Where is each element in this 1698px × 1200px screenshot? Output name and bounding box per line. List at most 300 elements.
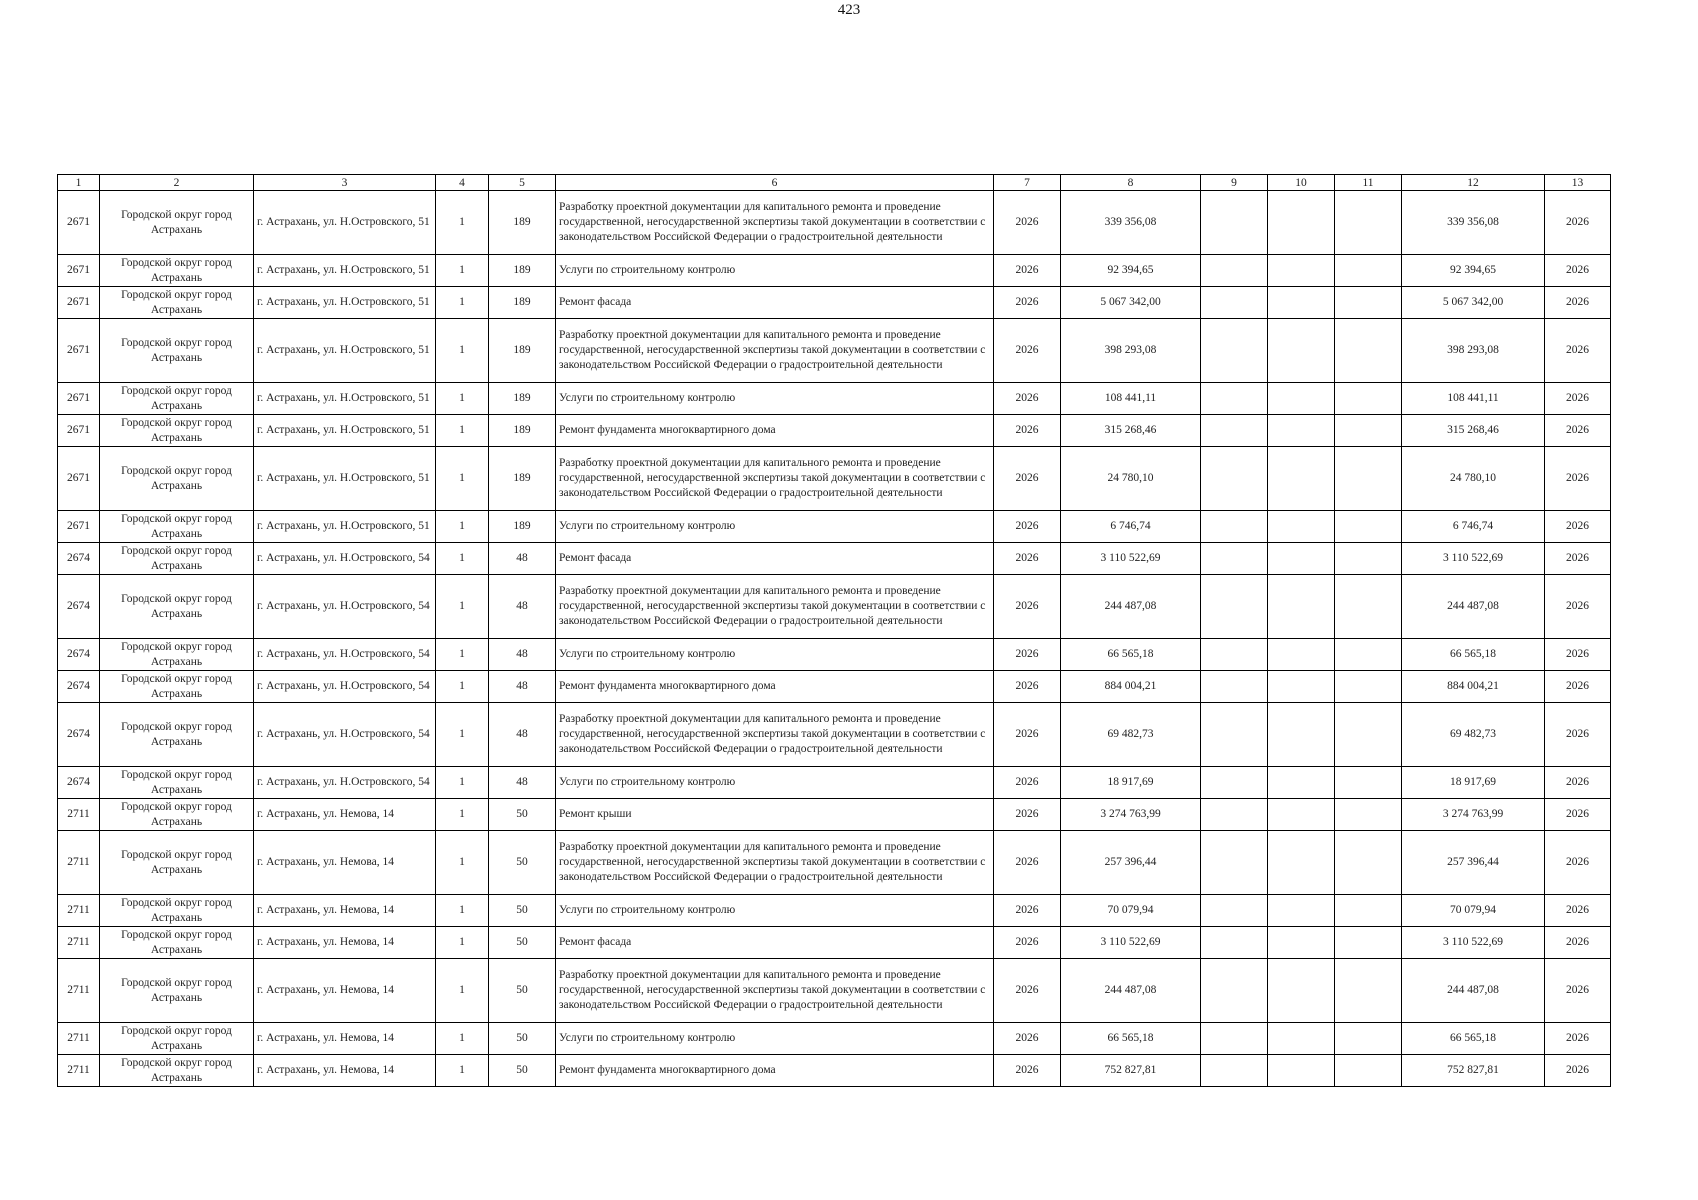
municipality-cell: Городской округ город Астрахань: [100, 255, 254, 287]
address-cell: г. Астрахань, ул. Н.Островского, 54: [254, 543, 436, 575]
address-cell: г. Астрахань, ул. Немова, 14: [254, 1055, 436, 1087]
row-number-cell: 2711: [58, 799, 100, 831]
column-header: 4: [436, 175, 489, 191]
col10-cell: [1268, 639, 1335, 671]
work-type-cell: Услуги по строительному контролю: [556, 255, 994, 287]
capital-repair-table: [57, 174, 1611, 1087]
col10-cell: [1268, 383, 1335, 415]
col5-cell: 189: [489, 255, 556, 287]
address-cell: г. Астрахань, ул. Н.Островского, 51: [254, 319, 436, 383]
col13-cell: 2026: [1545, 767, 1611, 799]
cost-cell: 92 394,65: [1061, 255, 1201, 287]
address-cell: г. Астрахань, ул. Н.Островского, 51: [254, 255, 436, 287]
year-cell: 2026: [994, 383, 1061, 415]
col11-cell: [1335, 671, 1402, 703]
col5-cell: 48: [489, 543, 556, 575]
cost-cell: 884 004,21: [1061, 671, 1201, 703]
col5-cell: 189: [489, 319, 556, 383]
address-cell: г. Астрахань, ул. Н.Островского, 51: [254, 415, 436, 447]
col9-cell: [1201, 799, 1268, 831]
address-cell: г. Астрахань, ул. Немова, 14: [254, 799, 436, 831]
table-row: [58, 639, 1611, 671]
col4-cell: 1: [436, 1055, 489, 1087]
col12-cell: 398 293,08: [1402, 319, 1545, 383]
row-number-cell: 2674: [58, 671, 100, 703]
col12-cell: 18 917,69: [1402, 767, 1545, 799]
col9-cell: [1201, 639, 1268, 671]
row-number-cell: 2671: [58, 511, 100, 543]
column-header: 6: [556, 175, 994, 191]
address-cell: г. Астрахань, ул. Немова, 14: [254, 895, 436, 927]
col9-cell: [1201, 767, 1268, 799]
col12-cell: 108 441,11: [1402, 383, 1545, 415]
work-type-cell: Ремонт фасада: [556, 543, 994, 575]
row-number-cell: 2711: [58, 1055, 100, 1087]
col13-cell: 2026: [1545, 255, 1611, 287]
municipality-cell: Городской округ город Астрахань: [100, 447, 254, 511]
col5-cell: 50: [489, 831, 556, 895]
work-type-cell: Разработку проектной документации для капитального ремонта и проведение государственной, негосударственной экспертизы такой документации в соответствии с законодательством Российской Федерации о градостроительной деятельности: [556, 703, 994, 767]
col12-cell: 244 487,08: [1402, 575, 1545, 639]
municipality-cell: Городской округ город Астрахань: [100, 671, 254, 703]
col9-cell: [1201, 255, 1268, 287]
row-number-cell: 2674: [58, 703, 100, 767]
col11-cell: [1335, 767, 1402, 799]
year-cell: 2026: [994, 703, 1061, 767]
page-number: 423: [837, 2, 861, 18]
table-row: [58, 575, 1611, 639]
col10-cell: [1268, 1023, 1335, 1055]
col10-cell: [1268, 511, 1335, 543]
table-row: [58, 927, 1611, 959]
col5-cell: 189: [489, 191, 556, 255]
col11-cell: [1335, 415, 1402, 447]
column-header: 8: [1061, 175, 1201, 191]
col4-cell: 1: [436, 319, 489, 383]
row-number-cell: 2671: [58, 447, 100, 511]
col12-cell: 3 110 522,69: [1402, 927, 1545, 959]
address-cell: г. Астрахань, ул. Н.Островского, 51: [254, 511, 436, 543]
col11-cell: [1335, 639, 1402, 671]
column-header: 3: [254, 175, 436, 191]
year-cell: 2026: [994, 191, 1061, 255]
col4-cell: 1: [436, 511, 489, 543]
col10-cell: [1268, 287, 1335, 319]
col12-cell: 257 396,44: [1402, 831, 1545, 895]
col13-cell: 2026: [1545, 895, 1611, 927]
col12-cell: 884 004,21: [1402, 671, 1545, 703]
column-header: 9: [1201, 175, 1268, 191]
col10-cell: [1268, 415, 1335, 447]
year-cell: 2026: [994, 415, 1061, 447]
address-cell: г. Астрахань, ул. Немова, 14: [254, 959, 436, 1023]
col5-cell: 50: [489, 799, 556, 831]
column-number-header-row: [58, 175, 1611, 191]
col12-cell: 92 394,65: [1402, 255, 1545, 287]
cost-cell: 70 079,94: [1061, 895, 1201, 927]
col4-cell: 1: [436, 895, 489, 927]
col13-cell: 2026: [1545, 575, 1611, 639]
row-number-cell: 2674: [58, 639, 100, 671]
col12-cell: 752 827,81: [1402, 1055, 1545, 1087]
address-cell: г. Астрахань, ул. Н.Островского, 51: [254, 191, 436, 255]
work-type-cell: Услуги по строительному контролю: [556, 895, 994, 927]
col5-cell: 50: [489, 895, 556, 927]
work-type-cell: Разработку проектной документации для капитального ремонта и проведение государственной, негосударственной экспертизы такой документации в соответствии с законодательством Российской Федерации о градостроительной деятельности: [556, 319, 994, 383]
col10-cell: [1268, 895, 1335, 927]
row-number-cell: 2674: [58, 575, 100, 639]
table-body: [58, 191, 1611, 1087]
row-number-cell: 2674: [58, 543, 100, 575]
cost-cell: 66 565,18: [1061, 1023, 1201, 1055]
col10-cell: [1268, 671, 1335, 703]
work-type-cell: Услуги по строительному контролю: [556, 511, 994, 543]
col10-cell: [1268, 319, 1335, 383]
table-row: [58, 959, 1611, 1023]
col10-cell: [1268, 831, 1335, 895]
col13-cell: 2026: [1545, 191, 1611, 255]
row-number-cell: 2711: [58, 1023, 100, 1055]
col9-cell: [1201, 575, 1268, 639]
table-row: [58, 831, 1611, 895]
column-header: 12: [1402, 175, 1545, 191]
year-cell: 2026: [994, 831, 1061, 895]
column-header: 2: [100, 175, 254, 191]
col13-cell: 2026: [1545, 1055, 1611, 1087]
work-type-cell: Ремонт фасада: [556, 287, 994, 319]
col10-cell: [1268, 543, 1335, 575]
row-number-cell: 2711: [58, 895, 100, 927]
col13-cell: 2026: [1545, 1023, 1611, 1055]
year-cell: 2026: [994, 1023, 1061, 1055]
column-header: 10: [1268, 175, 1335, 191]
table-row: [58, 895, 1611, 927]
municipality-cell: Городской округ город Астрахань: [100, 415, 254, 447]
row-number-cell: 2671: [58, 383, 100, 415]
col11-cell: [1335, 447, 1402, 511]
col10-cell: [1268, 1055, 1335, 1087]
work-type-cell: Ремонт фасада: [556, 927, 994, 959]
work-type-cell: Услуги по строительному контролю: [556, 639, 994, 671]
col5-cell: 189: [489, 447, 556, 511]
col10-cell: [1268, 703, 1335, 767]
year-cell: 2026: [994, 895, 1061, 927]
table-row: [58, 671, 1611, 703]
year-cell: 2026: [994, 287, 1061, 319]
cost-cell: 66 565,18: [1061, 639, 1201, 671]
col12-cell: 3 110 522,69: [1402, 543, 1545, 575]
col5-cell: 48: [489, 671, 556, 703]
col4-cell: 1: [436, 831, 489, 895]
work-type-cell: Разработку проектной документации для капитального ремонта и проведение государственной, негосударственной экспертизы такой документации в соответствии с законодательством Российской Федерации о градостроительной деятельности: [556, 447, 994, 511]
table-row: [58, 447, 1611, 511]
col9-cell: [1201, 671, 1268, 703]
address-cell: г. Астрахань, ул. Н.Островского, 54: [254, 671, 436, 703]
col12-cell: 70 079,94: [1402, 895, 1545, 927]
year-cell: 2026: [994, 799, 1061, 831]
year-cell: 2026: [994, 927, 1061, 959]
work-type-cell: Услуги по строительному контролю: [556, 767, 994, 799]
col4-cell: 1: [436, 383, 489, 415]
col9-cell: [1201, 287, 1268, 319]
col9-cell: [1201, 415, 1268, 447]
col11-cell: [1335, 543, 1402, 575]
cost-cell: 257 396,44: [1061, 831, 1201, 895]
col4-cell: 1: [436, 287, 489, 319]
address-cell: г. Астрахань, ул. Н.Островского, 54: [254, 575, 436, 639]
col11-cell: [1335, 255, 1402, 287]
col5-cell: 50: [489, 1023, 556, 1055]
work-type-cell: Ремонт фундамента многоквартирного дома: [556, 1055, 994, 1087]
col4-cell: 1: [436, 639, 489, 671]
cost-cell: 3 274 763,99: [1061, 799, 1201, 831]
row-number-cell: 2671: [58, 287, 100, 319]
col12-cell: 3 274 763,99: [1402, 799, 1545, 831]
work-type-cell: Ремонт фундамента многоквартирного дома: [556, 415, 994, 447]
col13-cell: 2026: [1545, 703, 1611, 767]
column-header: 13: [1545, 175, 1611, 191]
year-cell: 2026: [994, 575, 1061, 639]
col10-cell: [1268, 447, 1335, 511]
col11-cell: [1335, 319, 1402, 383]
row-number-cell: 2671: [58, 191, 100, 255]
address-cell: г. Астрахань, ул. Н.Островского, 51: [254, 447, 436, 511]
row-number-cell: 2671: [58, 255, 100, 287]
municipality-cell: Городской округ город Астрахань: [100, 1055, 254, 1087]
col12-cell: 5 067 342,00: [1402, 287, 1545, 319]
col11-cell: [1335, 511, 1402, 543]
municipality-cell: Городской округ город Астрахань: [100, 767, 254, 799]
col5-cell: 189: [489, 383, 556, 415]
col9-cell: [1201, 383, 1268, 415]
work-type-cell: Ремонт крыши: [556, 799, 994, 831]
col11-cell: [1335, 575, 1402, 639]
col4-cell: 1: [436, 575, 489, 639]
col11-cell: [1335, 799, 1402, 831]
col9-cell: [1201, 543, 1268, 575]
year-cell: 2026: [994, 671, 1061, 703]
cost-cell: 108 441,11: [1061, 383, 1201, 415]
col10-cell: [1268, 959, 1335, 1023]
municipality-cell: Городской округ город Астрахань: [100, 319, 254, 383]
cost-cell: 339 356,08: [1061, 191, 1201, 255]
col5-cell: 50: [489, 927, 556, 959]
col5-cell: 48: [489, 575, 556, 639]
col13-cell: 2026: [1545, 511, 1611, 543]
col4-cell: 1: [436, 703, 489, 767]
col12-cell: 66 565,18: [1402, 639, 1545, 671]
col4-cell: 1: [436, 799, 489, 831]
cost-cell: 3 110 522,69: [1061, 543, 1201, 575]
col10-cell: [1268, 799, 1335, 831]
address-cell: г. Астрахань, ул. Немова, 14: [254, 831, 436, 895]
col13-cell: 2026: [1545, 415, 1611, 447]
col13-cell: 2026: [1545, 671, 1611, 703]
col4-cell: 1: [436, 255, 489, 287]
col13-cell: 2026: [1545, 959, 1611, 1023]
col11-cell: [1335, 927, 1402, 959]
address-cell: г. Астрахань, ул. Н.Островского, 54: [254, 767, 436, 799]
col11-cell: [1335, 383, 1402, 415]
table-row: [58, 319, 1611, 383]
cost-cell: 752 827,81: [1061, 1055, 1201, 1087]
col9-cell: [1201, 191, 1268, 255]
col11-cell: [1335, 895, 1402, 927]
year-cell: 2026: [994, 255, 1061, 287]
col11-cell: [1335, 287, 1402, 319]
work-type-cell: Ремонт фундамента многоквартирного дома: [556, 671, 994, 703]
col13-cell: 2026: [1545, 543, 1611, 575]
year-cell: 2026: [994, 543, 1061, 575]
year-cell: 2026: [994, 1055, 1061, 1087]
col12-cell: 6 746,74: [1402, 511, 1545, 543]
col5-cell: 189: [489, 415, 556, 447]
table-row: [58, 255, 1611, 287]
cost-cell: 6 746,74: [1061, 511, 1201, 543]
col9-cell: [1201, 319, 1268, 383]
col13-cell: 2026: [1545, 831, 1611, 895]
col9-cell: [1201, 703, 1268, 767]
year-cell: 2026: [994, 319, 1061, 383]
municipality-cell: Городской округ город Астрахань: [100, 799, 254, 831]
col5-cell: 50: [489, 1055, 556, 1087]
col12-cell: 69 482,73: [1402, 703, 1545, 767]
work-type-cell: Разработку проектной документации для капитального ремонта и проведение государственной, негосударственной экспертизы такой документации в соответствии с законодательством Российской Федерации о градостроительной деятельности: [556, 959, 994, 1023]
municipality-cell: Городской округ город Астрахань: [100, 959, 254, 1023]
col11-cell: [1335, 959, 1402, 1023]
municipality-cell: Городской округ город Астрахань: [100, 703, 254, 767]
col13-cell: 2026: [1545, 927, 1611, 959]
col13-cell: 2026: [1545, 383, 1611, 415]
col13-cell: 2026: [1545, 799, 1611, 831]
table-row: [58, 383, 1611, 415]
municipality-cell: Городской округ город Астрахань: [100, 895, 254, 927]
column-header: 5: [489, 175, 556, 191]
municipality-cell: Городской округ город Астрахань: [100, 383, 254, 415]
col10-cell: [1268, 191, 1335, 255]
col11-cell: [1335, 1055, 1402, 1087]
col13-cell: 2026: [1545, 639, 1611, 671]
address-cell: г. Астрахань, ул. Немова, 14: [254, 1023, 436, 1055]
col12-cell: 244 487,08: [1402, 959, 1545, 1023]
col9-cell: [1201, 1055, 1268, 1087]
year-cell: 2026: [994, 959, 1061, 1023]
cost-cell: 398 293,08: [1061, 319, 1201, 383]
col9-cell: [1201, 895, 1268, 927]
row-number-cell: 2671: [58, 319, 100, 383]
col9-cell: [1201, 511, 1268, 543]
col10-cell: [1268, 255, 1335, 287]
address-cell: г. Астрахань, ул. Н.Островского, 51: [254, 287, 436, 319]
col5-cell: 48: [489, 639, 556, 671]
municipality-cell: Городской округ город Астрахань: [100, 191, 254, 255]
col10-cell: [1268, 767, 1335, 799]
year-cell: 2026: [994, 767, 1061, 799]
col12-cell: 24 780,10: [1402, 447, 1545, 511]
col4-cell: 1: [436, 959, 489, 1023]
cost-cell: 3 110 522,69: [1061, 927, 1201, 959]
col5-cell: 50: [489, 959, 556, 1023]
col12-cell: 315 268,46: [1402, 415, 1545, 447]
work-type-cell: Разработку проектной документации для капитального ремонта и проведение государственной, негосударственной экспертизы такой документации в соответствии с законодательством Российской Федерации о градостроительной деятельности: [556, 191, 994, 255]
municipality-cell: Городской округ город Астрахань: [100, 1023, 254, 1055]
col9-cell: [1201, 1023, 1268, 1055]
municipality-cell: Городской округ город Астрахань: [100, 831, 254, 895]
table-row: [58, 287, 1611, 319]
column-header: 1: [58, 175, 100, 191]
col4-cell: 1: [436, 191, 489, 255]
col5-cell: 48: [489, 703, 556, 767]
col13-cell: 2026: [1545, 447, 1611, 511]
column-header: 7: [994, 175, 1061, 191]
table-row: [58, 543, 1611, 575]
col9-cell: [1201, 959, 1268, 1023]
municipality-cell: Городской округ город Астрахань: [100, 575, 254, 639]
col9-cell: [1201, 447, 1268, 511]
col11-cell: [1335, 191, 1402, 255]
cost-cell: 244 487,08: [1061, 575, 1201, 639]
year-cell: 2026: [994, 511, 1061, 543]
col5-cell: 189: [489, 287, 556, 319]
municipality-cell: Городской округ город Астрахань: [100, 543, 254, 575]
row-number-cell: 2711: [58, 927, 100, 959]
table-row: [58, 799, 1611, 831]
cost-cell: 315 268,46: [1061, 415, 1201, 447]
table-row: [58, 767, 1611, 799]
col4-cell: 1: [436, 415, 489, 447]
address-cell: г. Астрахань, ул. Н.Островского, 51: [254, 383, 436, 415]
address-cell: г. Астрахань, ул. Немова, 14: [254, 927, 436, 959]
work-type-cell: Услуги по строительному контролю: [556, 383, 994, 415]
col4-cell: 1: [436, 927, 489, 959]
col12-cell: 339 356,08: [1402, 191, 1545, 255]
col4-cell: 1: [436, 671, 489, 703]
table-row: [58, 511, 1611, 543]
col11-cell: [1335, 831, 1402, 895]
col10-cell: [1268, 575, 1335, 639]
col9-cell: [1201, 831, 1268, 895]
row-number-cell: 2711: [58, 959, 100, 1023]
table-row: [58, 191, 1611, 255]
col10-cell: [1268, 927, 1335, 959]
row-number-cell: 2674: [58, 767, 100, 799]
col9-cell: [1201, 927, 1268, 959]
col11-cell: [1335, 703, 1402, 767]
work-type-cell: Разработку проектной документации для капитального ремонта и проведение государственной, негосударственной экспертизы такой документации в соответствии с законодательством Российской Федерации о градостроительной деятельности: [556, 831, 994, 895]
work-type-cell: Услуги по строительному контролю: [556, 1023, 994, 1055]
cost-cell: 18 917,69: [1061, 767, 1201, 799]
work-type-cell: Разработку проектной документации для капитального ремонта и проведение государственной, негосударственной экспертизы такой документации в соответствии с законодательством Российской Федерации о градостроительной деятельности: [556, 575, 994, 639]
col13-cell: 2026: [1545, 287, 1611, 319]
cost-cell: 24 780,10: [1061, 447, 1201, 511]
address-cell: г. Астрахань, ул. Н.Островского, 54: [254, 639, 436, 671]
year-cell: 2026: [994, 639, 1061, 671]
municipality-cell: Городской округ город Астрахань: [100, 287, 254, 319]
column-header: 11: [1335, 175, 1402, 191]
col4-cell: 1: [436, 543, 489, 575]
row-number-cell: 2671: [58, 415, 100, 447]
address-cell: г. Астрахань, ул. Н.Островского, 54: [254, 703, 436, 767]
year-cell: 2026: [994, 447, 1061, 511]
municipality-cell: Городской округ город Астрахань: [100, 511, 254, 543]
table-row: [58, 415, 1611, 447]
municipality-cell: Городской округ город Астрахань: [100, 639, 254, 671]
table-row: [58, 1023, 1611, 1055]
cost-cell: 69 482,73: [1061, 703, 1201, 767]
col12-cell: 66 565,18: [1402, 1023, 1545, 1055]
col4-cell: 1: [436, 1023, 489, 1055]
col13-cell: 2026: [1545, 319, 1611, 383]
